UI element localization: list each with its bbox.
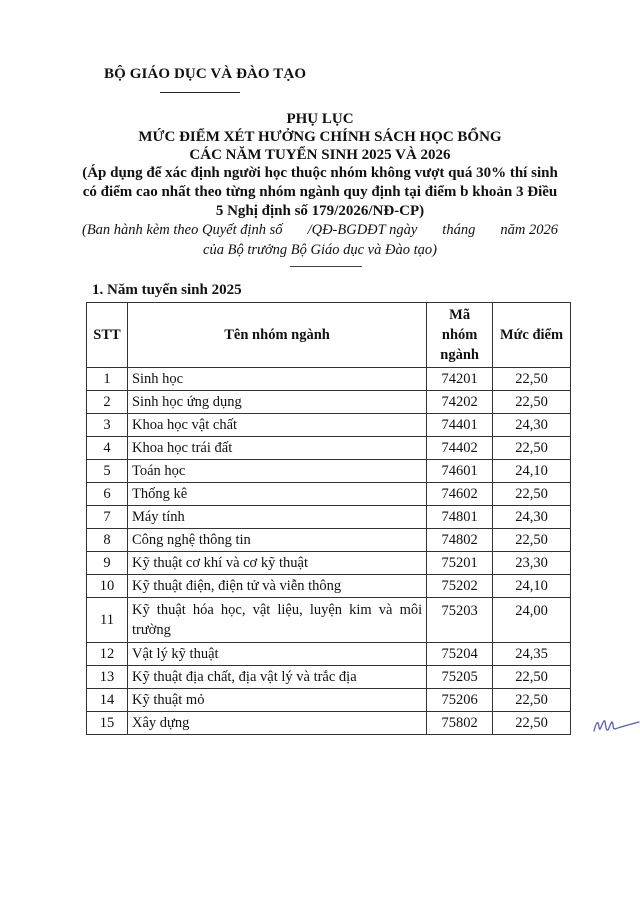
- row-stt: 6: [87, 483, 128, 506]
- section-title: 1. Năm tuyển sinh 2025: [92, 282, 242, 298]
- row-score: 24,35: [493, 643, 571, 666]
- row-score: 22,50: [493, 368, 571, 391]
- header-divider: [290, 266, 362, 267]
- row-score: 22,50: [493, 529, 571, 552]
- row-stt: 2: [87, 391, 128, 414]
- table-row: [87, 575, 571, 598]
- table-row: [87, 368, 571, 391]
- row-score: 22,50: [493, 666, 571, 689]
- application-note: (Áp dụng để xác định người học thuộc nhóm không vượt quá 30% thí sinh có điểm cao nhất theo từng nhóm ngành quy định tại điểm b khoản 3 Điều 5 Nghị định số 179/2026/NĐ-CP): [82, 165, 558, 219]
- row-name: Công nghệ thông tin: [127, 529, 426, 552]
- row-name: Kỹ thuật mỏ: [127, 689, 426, 712]
- row-stt: 1: [87, 368, 128, 391]
- row-code: 75206: [427, 689, 493, 712]
- table-row: [87, 712, 571, 735]
- initials-signature: [592, 705, 640, 745]
- row-name: Khoa học trái đất: [127, 437, 426, 460]
- row-code: 75802: [427, 712, 493, 735]
- issuance-month-label: tháng: [442, 222, 476, 238]
- issuing-organization: BỘ GIÁO DỤC VÀ ĐÀO TẠO: [104, 66, 307, 82]
- table-row: [87, 689, 571, 712]
- table-row: [87, 437, 571, 460]
- row-score: 22,50: [493, 437, 571, 460]
- row-code: 74801: [427, 506, 493, 529]
- row-score: 24,30: [493, 506, 571, 529]
- row-code: 74402: [427, 437, 493, 460]
- row-name: Thống kê: [127, 483, 426, 506]
- row-stt: 11: [87, 598, 128, 643]
- row-stt: 12: [87, 643, 128, 666]
- row-code: 74202: [427, 391, 493, 414]
- table-row: [87, 666, 571, 689]
- row-stt: 9: [87, 552, 128, 575]
- document-subtitle: MỨC ĐIỂM XÉT HƯỞNG CHÍNH SÁCH HỌC BỔNG: [138, 129, 502, 145]
- table-row: [87, 483, 571, 506]
- row-stt: 7: [87, 506, 128, 529]
- table-row: [87, 414, 571, 437]
- table-row: [87, 529, 571, 552]
- table-row: [87, 598, 571, 643]
- row-code: 75205: [427, 666, 493, 689]
- issuance-decision-code: /QĐ-BGDĐT ngày: [307, 222, 418, 238]
- row-code: 74802: [427, 529, 493, 552]
- column-header-score: Mức điểm: [493, 303, 571, 368]
- row-score: 22,50: [493, 689, 571, 712]
- row-score: 24,10: [493, 460, 571, 483]
- appendix-title: PHỤ LỤC: [286, 111, 354, 127]
- row-score: 24,00: [493, 598, 571, 643]
- row-score: 24,30: [493, 414, 571, 437]
- column-header-code: Mã nhóm ngành: [427, 303, 493, 368]
- row-code: 75203: [427, 598, 493, 643]
- issuance-year-label: năm 2026: [500, 222, 558, 238]
- row-name: Kỹ thuật cơ khí và cơ kỹ thuật: [127, 552, 426, 575]
- row-code: 74601: [427, 460, 493, 483]
- row-code: 75204: [427, 643, 493, 666]
- row-score: 22,50: [493, 712, 571, 735]
- issuance-note: [82, 220, 558, 260]
- table-row: [87, 460, 571, 483]
- row-name: Kỹ thuật địa chất, địa vật lý và trắc địa: [127, 666, 426, 689]
- row-name: Vật lý kỹ thuật: [127, 643, 426, 666]
- table-row: [87, 506, 571, 529]
- row-code: 75201: [427, 552, 493, 575]
- table-row: [87, 391, 571, 414]
- row-stt: 15: [87, 712, 128, 735]
- table-header-row: [87, 303, 571, 368]
- row-code: 74602: [427, 483, 493, 506]
- row-stt: 5: [87, 460, 128, 483]
- row-code: 74401: [427, 414, 493, 437]
- row-name: Kỹ thuật điện, điện tử và viễn thông: [127, 575, 426, 598]
- row-stt: 4: [87, 437, 128, 460]
- row-score: 24,10: [493, 575, 571, 598]
- row-name: Xây dựng: [127, 712, 426, 735]
- row-name: Sinh học ứng dụng: [127, 391, 426, 414]
- issuance-note-line-2: của Bộ trưởng Bộ Giáo dục và Đào tạo): [203, 242, 437, 258]
- row-score: 23,30: [493, 552, 571, 575]
- row-name: Kỹ thuật hóa học, vật liệu, luyện kim và môi trường: [127, 598, 426, 643]
- row-name: Toán học: [127, 460, 426, 483]
- admission-years-heading: CÁC NĂM TUYỂN SINH 2025 VÀ 2026: [189, 147, 451, 163]
- issuance-note-line-1: [82, 220, 558, 240]
- row-score: 22,50: [493, 391, 571, 414]
- row-name: Khoa học vật chất: [127, 414, 426, 437]
- row-stt: 10: [87, 575, 128, 598]
- row-stt: 3: [87, 414, 128, 437]
- issuance-decision-label: (Ban hành kèm theo Quyết định số: [82, 222, 283, 238]
- table-row: [87, 552, 571, 575]
- column-header-name: Tên nhóm ngành: [127, 303, 426, 368]
- score-table: [86, 302, 571, 735]
- organization-underline: [160, 92, 240, 93]
- row-stt: 14: [87, 689, 128, 712]
- table-row: [87, 643, 571, 666]
- row-score: 22,50: [493, 483, 571, 506]
- row-name: Sinh học: [127, 368, 426, 391]
- row-name: Máy tính: [127, 506, 426, 529]
- row-stt: 8: [87, 529, 128, 552]
- row-stt: 13: [87, 666, 128, 689]
- column-header-stt: STT: [87, 303, 128, 368]
- row-code: 74201: [427, 368, 493, 391]
- row-code: 75202: [427, 575, 493, 598]
- signature-stroke: [594, 721, 639, 731]
